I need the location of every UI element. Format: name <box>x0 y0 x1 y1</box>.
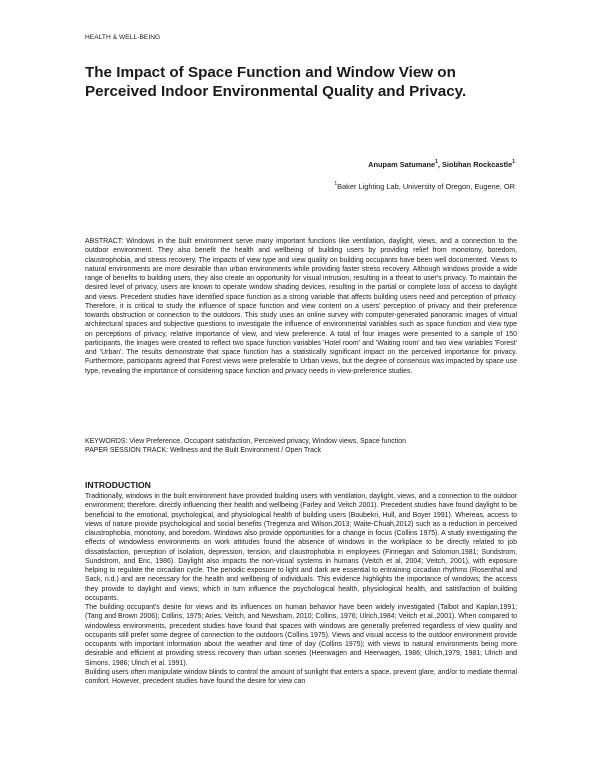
affiliation-text: Baker Lighting Lab, University of Oregon, Eugene, OR <box>337 182 515 191</box>
keywords-line: KEYWORDS: View Preference, Occupant satisfaction, Perceived privacy, Window views, Space function <box>85 438 406 445</box>
affiliation <box>334 182 515 191</box>
introduction-heading: INTRODUCTION <box>85 480 151 490</box>
section-label: HEALTH & WELL-BEING <box>85 34 161 41</box>
keywords-block <box>85 437 517 456</box>
abstract: ABSTRACT: Windows in the built environment serve many important functions like ventilation, daylight, views, and a connection to the outdoor environment. They also benefit the health and wellbeing of building users by providing relief from monotony, boredom, claustrophobia, and stress recovery. The impacts of view type and view quality on building occupants have been well documented. Views to natural environments are more desirable than urban environments while providing faster stress recovery. Although windows provide a wide range of benefits to building users, they also create an opportunity for visual intrusion, resulting in a threat to user's privacy. To maintain the desired level of privacy, users are known to operate window shading devices, resulting in the partial or complete loss of access to daylight and views. Precedent studies have identified space function as a strong variable that affects building users need and perception of privacy. Therefore, it is critical to study the influence of space function and view content on a users' perception of privacy and their preference towards obstruction or connection to the outdoors. This study uses an online survey with computer-generated panoramic images of virtual architectural spaces and subjective questions to investigate the influence of environmental variables such as space function and view type on perceptions of privacy, relative importance of view, and view preference. A total of four images were presented to a sample of 150 participants, the images were created to reflect two space function variables 'Hotel room' and 'Waiting room' and two view variables 'Forest' and 'Urban'. The results demonstrate that space function has a statistically significant impact on the perceived importance for privacy. Furthermore, participants agreed that Forest views were preferable to Urban views, but the degree of consensus was impacted by space use type, revealing the importance of considering space function and privacy needs in view-preference studies. <box>85 238 517 375</box>
author-name: Siobhan Rockcastle <box>441 160 513 169</box>
body-paragraph: Traditionally, windows in the built environment have provided building users with ventilation, daylight, views, and a connection to the outdoor environment; therefore, directly influencing their health and wellbeing (Farley and Veitch 2001). Precedent studies have found daylight to be beneficial to the emotional, psychological, and physiological health of building users (Boubekri, Hull, and Boyer 1991). Whereas, access to views of nature provide psychological and social benefits (Tregenza and Wilson,2013; Waite-Chuah,2012) such as a reduction in perceived claustrophobia, monotony, and boredom. Windows also provide opportunities for a change in focus (Collins 1975). A study investigating the effects of windowless environments on work attitudes found the absence of windows in the workplace to be directly related to job dissatisfaction, perception of isolation, depression, tension, and claustrophobia in employees (Finnegan and Solomon,1981; Sundstrom, Sundstrom, and Eric, 1986). Daylight also impacts the non-visual systems in humans (Veitch et al, 2004; Veitch, 2001), with exposure helping to regulate the circadian cycle. The periodic exposure to light and dark are essential to entraining circadian rhythms (Rosenthal and Sack, n.d.) and are necessary for the health and wellbeing of individuals. This evidence highlights the importance of windows; the access they provide to daylight and views; which in turn influence the psychological health, physiological health, and satisfaction of building occupants. <box>85 493 517 602</box>
introduction-body <box>85 492 517 686</box>
author-affiliation-marker: 1 <box>512 159 515 165</box>
affiliation-marker: 1 <box>334 181 338 187</box>
body-paragraph: The building occupant's desire for views and its influences on human behavior have been widely investigated (Talbot and Kaplan,1991; (Tang and Brown 2006); Collins, 1975; Aries, Veitch, and Newsham, 2010; Collins, 1976; Ulrich,1984; Veitch et al.,2001). When compared to windowless environments, precedent studies have found that spaces with windows are generally preferred regardless of view quality and occupants still prefer some degree of connection to the outdoors (Collins 1975). Views and visual access to the outdoor environment provide occupants with important information about the weather and time of day (Collins 1975); with views to natural environments being more desirable and efficient at providing stress recovery than urban scenes (Heerwagen and Heerwagen, 1986; Ulrich,1979, 1981; Ulrich and Simons, 1986; Ulrich et al. 1991). <box>85 604 517 667</box>
author-name: Anupam Satumane <box>368 160 436 169</box>
author-separator: , <box>437 160 442 169</box>
author-line <box>368 160 515 169</box>
body-paragraph: Building users often manipulate window blinds to control the amount of sunlight that enters a space, prevent glare, and/or to mediate thermal comfort. However, precedent studies have found the desire for view can <box>85 668 517 685</box>
paper-title: The Impact of Space Function and Window View on Perceived Indoor Environmental Quality and Privacy. <box>85 64 467 100</box>
author-affiliation-marker: 1 <box>435 159 438 165</box>
session-track-line: PAPER SESSION TRACK: Wellness and the Built Environment / Open Track <box>85 447 321 455</box>
